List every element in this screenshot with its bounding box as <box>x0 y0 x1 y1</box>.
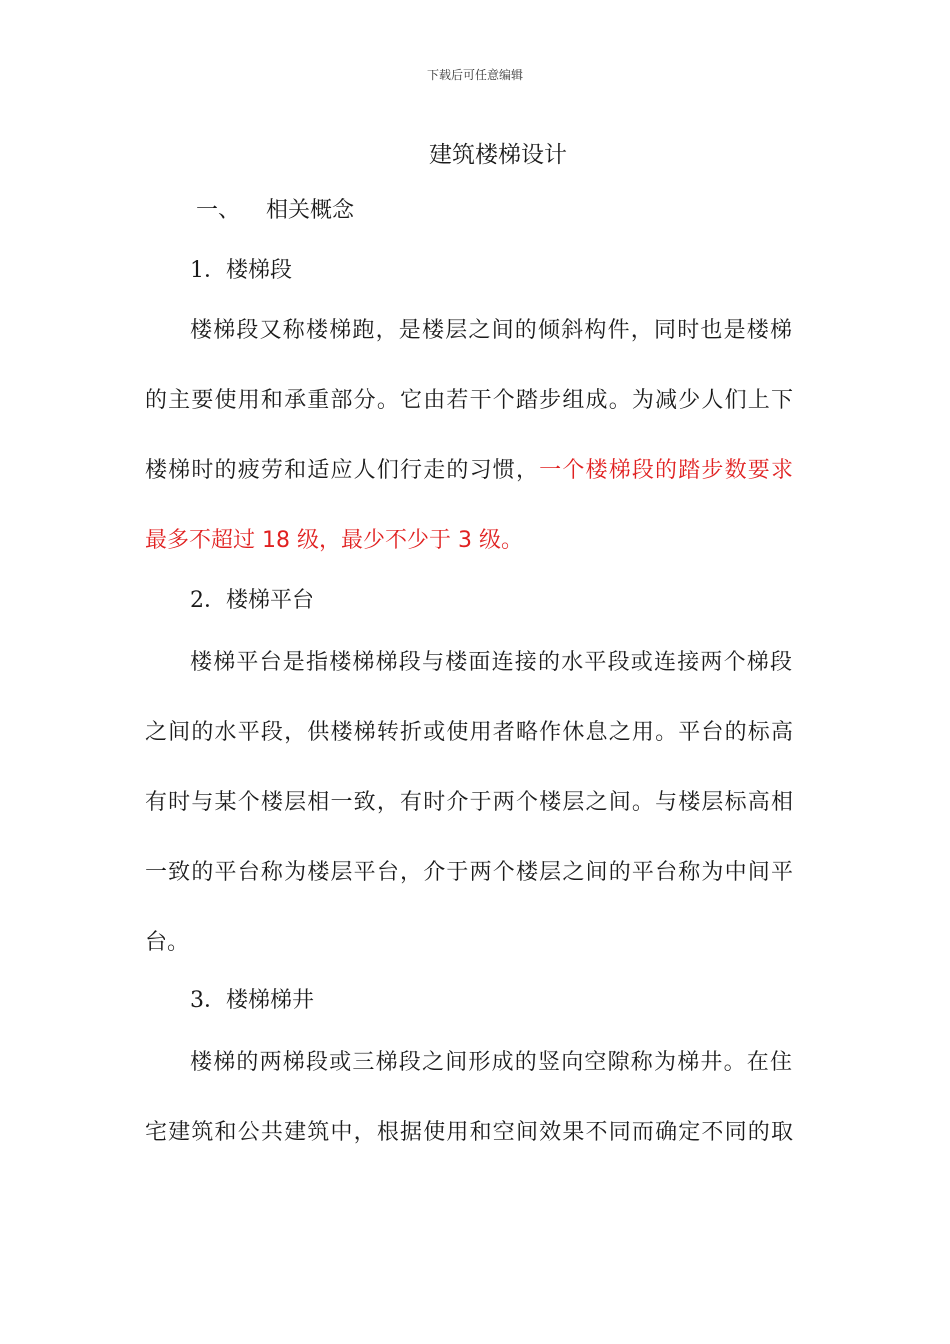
paragraph-line: 的主要使用和承重部分。它由若干个踏步组成。为减少人们上下 <box>145 388 793 413</box>
item-title: 楼梯梯井 <box>226 988 315 1013</box>
document-title: 建筑楼梯设计 <box>429 142 567 168</box>
paragraph-line <box>145 436 793 506</box>
paragraph-line: 楼梯段又称楼梯跑，是楼层之间的倾斜构件，同时也是楼梯 <box>190 318 792 343</box>
section-marker: 一、 <box>196 198 241 223</box>
item-number: 3． <box>190 988 226 1013</box>
paragraph-line: 楼梯的两梯段或三梯段之间形成的竖向空隙称为梯井。在住 <box>190 1050 792 1075</box>
item-title: 楼梯段 <box>226 258 293 283</box>
highlighted-text: 一个楼梯段的踏步数要求 <box>539 458 793 483</box>
paragraph-line: 宅建筑和公共建筑中，根据使用和空间效果不同而确定不同的取 <box>145 1120 793 1145</box>
paragraph-line: 有时与某个楼层相一致，有时介于两个楼层之间。与楼层标高相 <box>145 790 793 815</box>
section-title: 相关概念 <box>266 198 355 223</box>
item-title: 楼梯平台 <box>226 588 315 613</box>
paragraph-line: 台。 <box>145 930 190 955</box>
item-heading-2 <box>190 566 838 636</box>
highlighted-line: 最多不超过 18 级，最少不少于 3 级。 <box>145 528 523 553</box>
page-header: 下载后可任意编辑 <box>426 68 523 82</box>
paragraph-line: 楼梯平台是指楼梯梯段与楼面连接的水平段或连接两个梯段 <box>190 650 792 675</box>
paragraph-text: 楼梯时的疲劳和适应人们行走的习惯， <box>145 458 540 483</box>
paragraph-line: 之间的水平段，供楼梯转折或使用者略作休息之用。平台的标高 <box>145 720 793 745</box>
item-heading-3 <box>190 966 838 1036</box>
item-number: 2． <box>190 588 226 613</box>
item-number: 1． <box>190 258 226 283</box>
paragraph-line: 一致的平台称为楼层平台，介于两个楼层之间的平台称为中间平 <box>145 860 793 885</box>
